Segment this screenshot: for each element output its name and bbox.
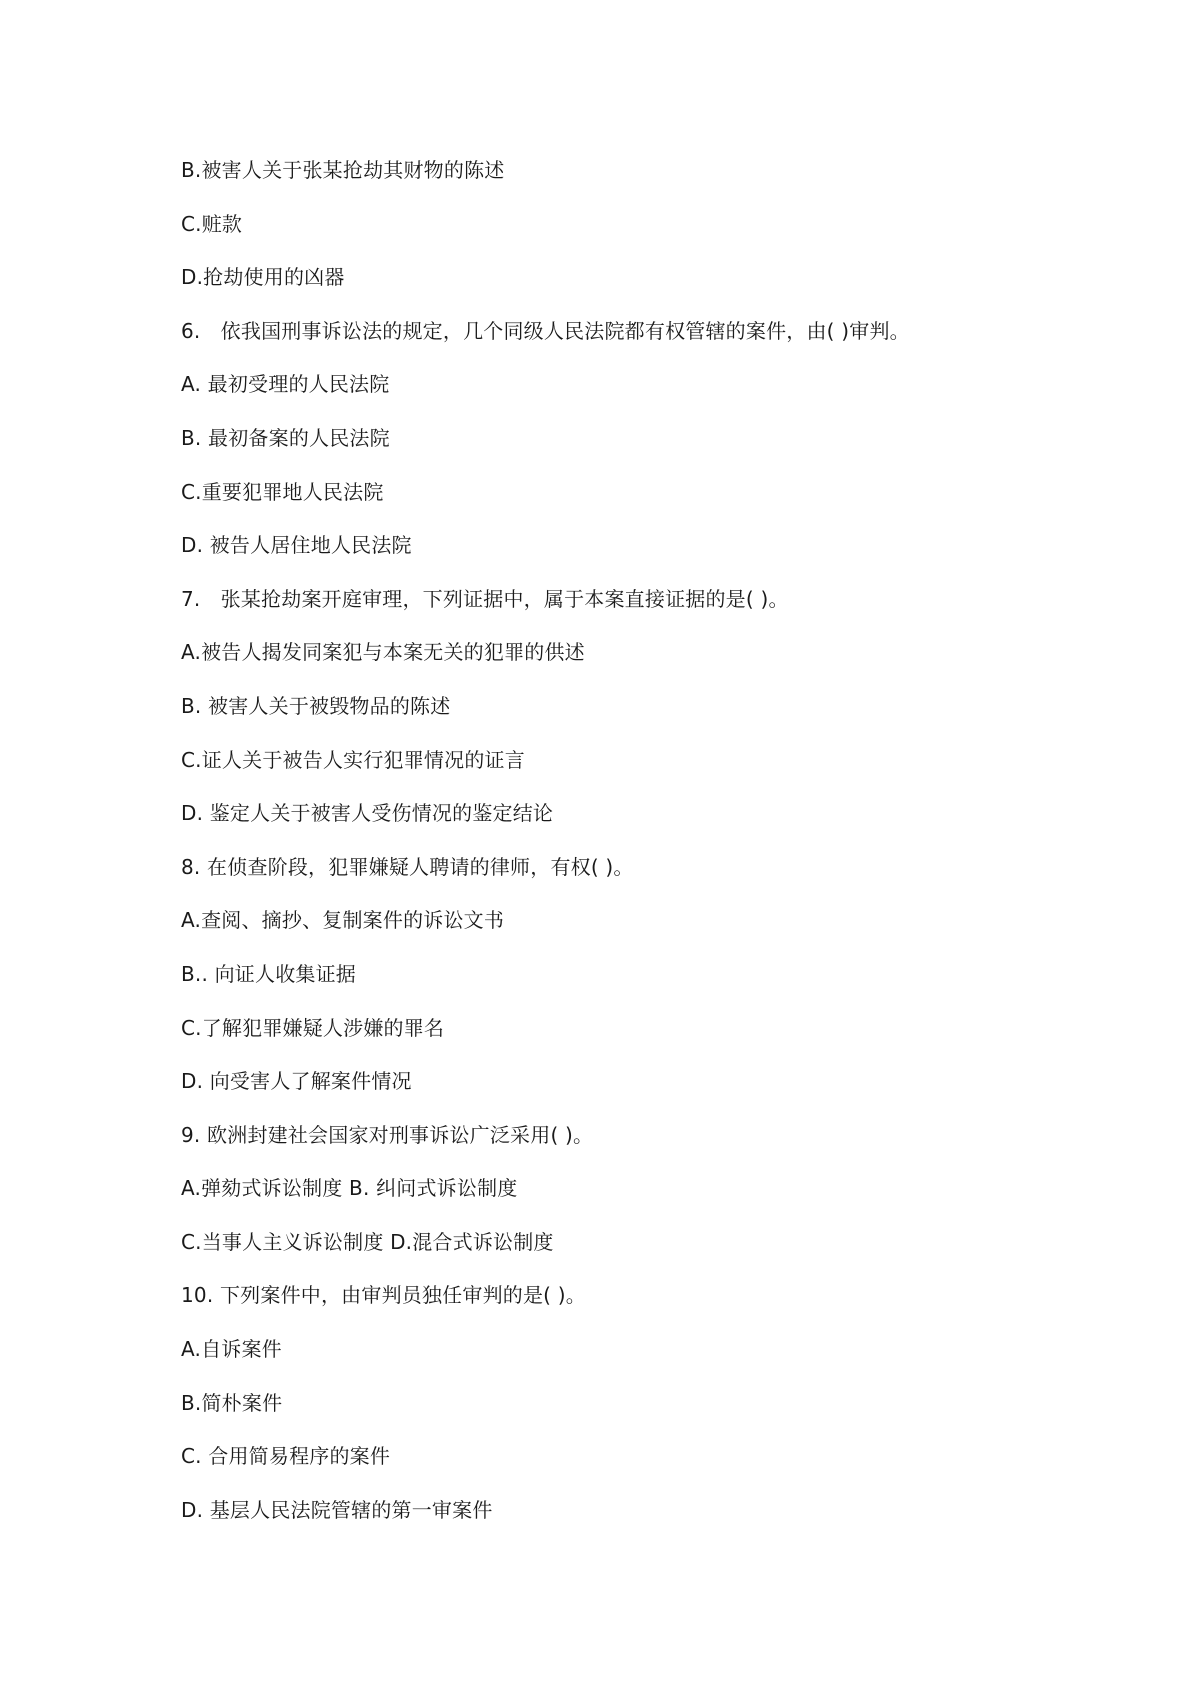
option-line-10c: C. 合用简易程序的案件: [181, 1444, 391, 1469]
option-line-7d: D. 鉴定人关于被害人受伤情况的鉴定结论: [181, 801, 554, 826]
option-line-9ab: A.弹劾式诉讼制度 B. 纠问式诉讼制度: [181, 1176, 518, 1201]
option-line-5d: D.抢劫使用的凶器: [181, 265, 345, 290]
question-7: 7. 张某抢劫案开庭审理，下列证据中，属于本案直接证据的是( )。: [181, 586, 789, 611]
option-line-6d: D. 被告人居住地人民法院: [181, 533, 412, 558]
option-line-10a: A.自诉案件: [181, 1337, 282, 1362]
option-line-9cd: C.当事人主义诉讼制度 D.混合式诉讼制度: [181, 1229, 554, 1254]
question-8: 8. 在侦查阶段，犯罪嫌疑人聘请的律师，有权( )。: [181, 854, 634, 879]
question-9: 9. 欧洲封建社会国家对刑事诉讼广泛采用( )。: [181, 1122, 594, 1147]
option-line-6c: C.重要犯罪地人民法院: [181, 479, 384, 504]
option-line-6a: A. 最初受理的人民法院: [181, 372, 390, 397]
option-line-5c: C.赃款: [181, 211, 243, 236]
option-line-10d: D. 基层人民法院管辖的第一审案件: [181, 1497, 493, 1522]
option-line-7a: A.被告人揭发同案犯与本案无关的犯罪的供述: [181, 640, 585, 665]
option-line-7c: C.证人关于被告人实行犯罪情况的证言: [181, 747, 525, 772]
option-line-5b: B.被害人关于张某抢劫其财物的陈述: [181, 158, 505, 182]
option-line-10b: B.简朴案件: [181, 1390, 283, 1415]
option-line-8a: A.查阅、摘抄、复制案件的诉讼文书: [181, 908, 505, 933]
exam-question-list: [181, 152, 1141, 1545]
option-line-8d: D. 向受害人了解案件情况: [181, 1069, 412, 1094]
question-6: 6. 依我国刑事诉讼法的规定，几个同级人民法院都有权管辖的案件，由( )审判。: [181, 318, 910, 343]
option-line-7b: B. 被害人关于被毁物品的陈述: [181, 693, 451, 718]
option-line-6b: B. 最初备案的人民法院: [181, 425, 390, 450]
option-line-8c: C.了解犯罪嫌疑人涉嫌的罪名: [181, 1015, 445, 1040]
question-10: 10. 下列案件中，由审判员独任审判的是( )。: [181, 1283, 586, 1308]
option-line-8b: B.. 向证人收集证据: [181, 961, 356, 986]
